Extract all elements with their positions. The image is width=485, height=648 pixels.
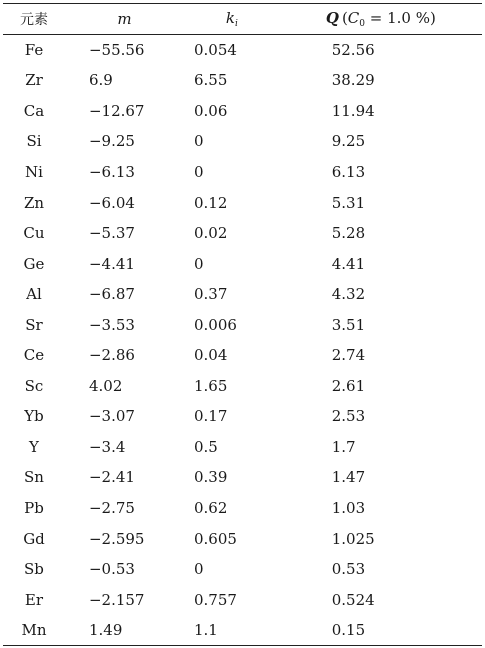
cell-element: Gd — [23, 529, 45, 548]
cell-element: Ce — [23, 346, 45, 365]
table-row — [3, 35, 482, 66]
table-row — [3, 615, 482, 646]
cell-m: 6.9 — [88, 71, 113, 90]
table-row — [3, 96, 482, 127]
cell-element: Sc — [24, 376, 44, 395]
table-row — [3, 554, 482, 585]
cell-q: 1.47 — [331, 468, 366, 487]
cell-k: 6.55 — [193, 71, 228, 90]
cell-q: 4.32 — [331, 285, 366, 304]
cell-k: 0.02 — [193, 224, 228, 243]
table-header — [3, 4, 482, 35]
cell-m: −0.53 — [88, 560, 135, 579]
cell-element: Cu — [23, 224, 45, 243]
cell-element: Er — [24, 590, 44, 609]
cell-q: 0.53 — [331, 560, 366, 579]
cell-q: 1.03 — [331, 498, 366, 517]
cell-m: −9.25 — [88, 132, 135, 151]
cell-element: Sb — [24, 560, 44, 579]
cell-element: Yb — [24, 407, 44, 426]
cell-k: 0.5 — [193, 437, 218, 456]
cell-m: −2.86 — [88, 346, 135, 365]
cell-q: 38.29 — [331, 71, 375, 90]
cell-q: 9.25 — [331, 132, 366, 151]
cell-q: 6.13 — [331, 162, 366, 181]
table-row — [3, 65, 482, 96]
header-k-base: k — [225, 9, 235, 27]
cell-m: −2.41 — [88, 468, 135, 487]
header-k-subscript: i — [234, 19, 238, 29]
header-row — [3, 4, 482, 35]
cell-element: Mn — [3, 615, 65, 646]
cell-element: Sr — [25, 315, 43, 334]
cell-m: −6.13 — [88, 162, 135, 181]
table-row — [3, 187, 482, 218]
cell-m: −6.04 — [88, 193, 135, 212]
cell-m: 4.02 — [88, 376, 123, 395]
table-row — [3, 493, 482, 524]
table-row — [3, 371, 482, 402]
cell-k: 0 — [193, 162, 204, 181]
cell-q: 11.94 — [331, 101, 375, 120]
header-k — [184, 4, 280, 35]
cell-m: 1.49 — [65, 615, 184, 646]
data-table — [3, 3, 482, 646]
header-q — [280, 4, 482, 35]
header-q-c-subscript: 0 — [359, 19, 366, 29]
table-row — [3, 340, 482, 371]
cell-m: −2.157 — [88, 590, 145, 609]
cell-q: 2.74 — [331, 346, 366, 365]
cell-element: Sn — [24, 468, 44, 487]
cell-k: 1.1 — [184, 615, 280, 646]
cell-element: Si — [26, 132, 42, 151]
cell-q: 2.61 — [331, 376, 366, 395]
cell-k: 0 — [193, 560, 204, 579]
table-row — [3, 279, 482, 310]
cell-element: Ge — [23, 254, 45, 273]
cell-q: 0.524 — [331, 590, 375, 609]
table-row — [3, 401, 482, 432]
cell-m: −12.67 — [88, 101, 145, 120]
cell-m: −3.07 — [88, 407, 135, 426]
cell-m: −2.595 — [88, 529, 145, 548]
cell-element: Al — [26, 285, 42, 304]
cell-k: 0.757 — [193, 590, 237, 609]
cell-q: 1.7 — [331, 437, 356, 456]
table-row — [3, 309, 482, 340]
table-body — [3, 35, 482, 646]
header-q-paren-close: ) — [430, 9, 436, 27]
cell-q: 1.025 — [331, 529, 375, 548]
cell-element: Ca — [23, 101, 45, 120]
cell-k: 0.12 — [193, 193, 228, 212]
cell-element: Ni — [25, 162, 43, 181]
cell-k: 0 — [193, 132, 204, 151]
cell-k: 0.605 — [193, 529, 237, 548]
table-row — [3, 126, 482, 157]
table-row — [3, 523, 482, 554]
cell-m: −55.56 — [88, 41, 145, 60]
cell-k: 0.04 — [193, 346, 228, 365]
cell-k: 0.37 — [193, 285, 228, 304]
header-q-paren-open: ( — [341, 9, 348, 27]
header-q-symbol: Q — [325, 9, 339, 27]
cell-k: 0.006 — [193, 315, 237, 334]
table-row — [3, 462, 482, 493]
cell-q: 4.41 — [331, 254, 366, 273]
cell-m: −2.75 — [88, 498, 135, 517]
cell-k: 0 — [193, 254, 204, 273]
header-element: 元素 — [3, 4, 65, 35]
cell-m: −3.53 — [88, 315, 135, 334]
table-row — [3, 432, 482, 463]
cell-k: 0.054 — [193, 41, 237, 60]
header-q-c: C — [347, 9, 360, 27]
cell-k: 0.62 — [193, 498, 228, 517]
cell-m: −4.41 — [88, 254, 135, 273]
cell-k: 0.39 — [193, 468, 228, 487]
header-q-equals: = 1.0 % — [365, 9, 430, 27]
cell-element: Pb — [24, 498, 44, 517]
cell-q: 5.28 — [331, 224, 366, 243]
cell-element: Zr — [25, 71, 43, 90]
table-row — [3, 218, 482, 249]
cell-q: 52.56 — [331, 41, 375, 60]
cell-q: 5.31 — [331, 193, 366, 212]
cell-q: 2.53 — [331, 407, 366, 426]
cell-k: 0.17 — [193, 407, 228, 426]
cell-element: Zn — [23, 193, 45, 212]
cell-q: 3.51 — [331, 315, 366, 334]
table-row — [3, 248, 482, 279]
header-m: m — [65, 4, 184, 35]
cell-element: Fe — [24, 41, 44, 60]
table-row — [3, 157, 482, 188]
cell-m: −6.87 — [88, 285, 135, 304]
cell-m: −3.4 — [88, 437, 126, 456]
cell-q: 0.15 — [280, 615, 482, 646]
cell-m: −5.37 — [88, 224, 135, 243]
cell-k: 0.06 — [193, 101, 228, 120]
table-row — [3, 584, 482, 615]
cell-k: 1.65 — [193, 376, 228, 395]
cell-element: Y — [29, 437, 39, 456]
